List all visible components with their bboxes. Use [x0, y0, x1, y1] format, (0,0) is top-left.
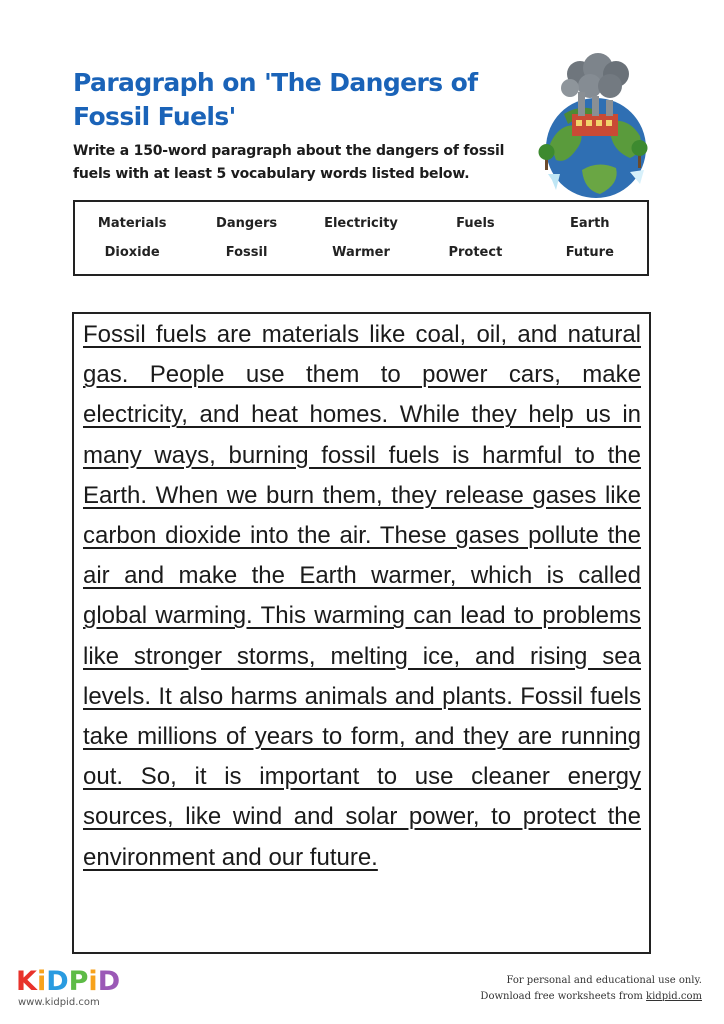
logo-letter: P — [68, 966, 89, 997]
logo-letter: D — [46, 966, 69, 997]
vocab-word: Fossil — [225, 245, 268, 260]
kidpid-link[interactable]: kidpid.com — [646, 991, 702, 1002]
melting-ice-icon — [548, 174, 560, 190]
vocab-word: Future — [565, 245, 614, 260]
kidpid-logo[interactable] — [16, 967, 136, 1008]
vocab-word: Materials — [97, 216, 167, 231]
logo-url: www.kidpid.com — [18, 997, 100, 1008]
vocabulary-box — [73, 200, 649, 276]
logo-letter: i — [36, 966, 47, 997]
footer-note — [480, 973, 702, 1005]
logo-letter: i — [88, 966, 98, 997]
paragraph-text: Fossil fuels are materials like coal, oil, and natural gas. People use them to power cars, make electricity, and heat homes. While they help us in many ways, burning fossil fuels is harmful to the Earth. When we burn them, they release gases like carbon dioxide into the air. These gases pollute the air and make the Earth warmer, which is called global warming. This warming can lead to problems like stronger storms, melting ice, and rising sea levels. It also harms animals and plants. Fossil fuels take millions of years to form, and they are running out. So, it is important to use cleaner energy sources, like wind and solar power, to protect the environment and our future. — [83, 321, 641, 871]
instructions-text: Write a 150-word paragraph about the dangers of fossil fuels with at least 5 vocabulary words listed below. — [73, 143, 505, 182]
vocab-word: Protect — [448, 245, 503, 260]
footer-download-prefix: Download free worksheets from — [480, 991, 647, 1002]
logo-letter: K — [16, 966, 37, 997]
page-title: Paragraph on 'The Dangers of Fossil Fuels' — [73, 68, 478, 131]
vocab-word: Dioxide — [104, 245, 160, 260]
vocab-word: Fuels — [456, 216, 495, 231]
logo-wordmark — [16, 967, 136, 997]
footer-download-line — [480, 989, 702, 1005]
polluted-earth-illustration — [520, 52, 670, 202]
smoke-cloud-icon — [561, 53, 629, 98]
vocab-word: Dangers — [216, 216, 278, 231]
paragraph-box — [72, 312, 651, 954]
factory-icon — [572, 92, 618, 136]
logo-letter: D — [97, 966, 121, 997]
vocab-word: Electricity — [324, 216, 398, 231]
vocab-word: Warmer — [332, 245, 390, 260]
vocab-word: Earth — [570, 216, 610, 231]
footer-usage-line: For personal and educational use only. — [506, 975, 702, 986]
